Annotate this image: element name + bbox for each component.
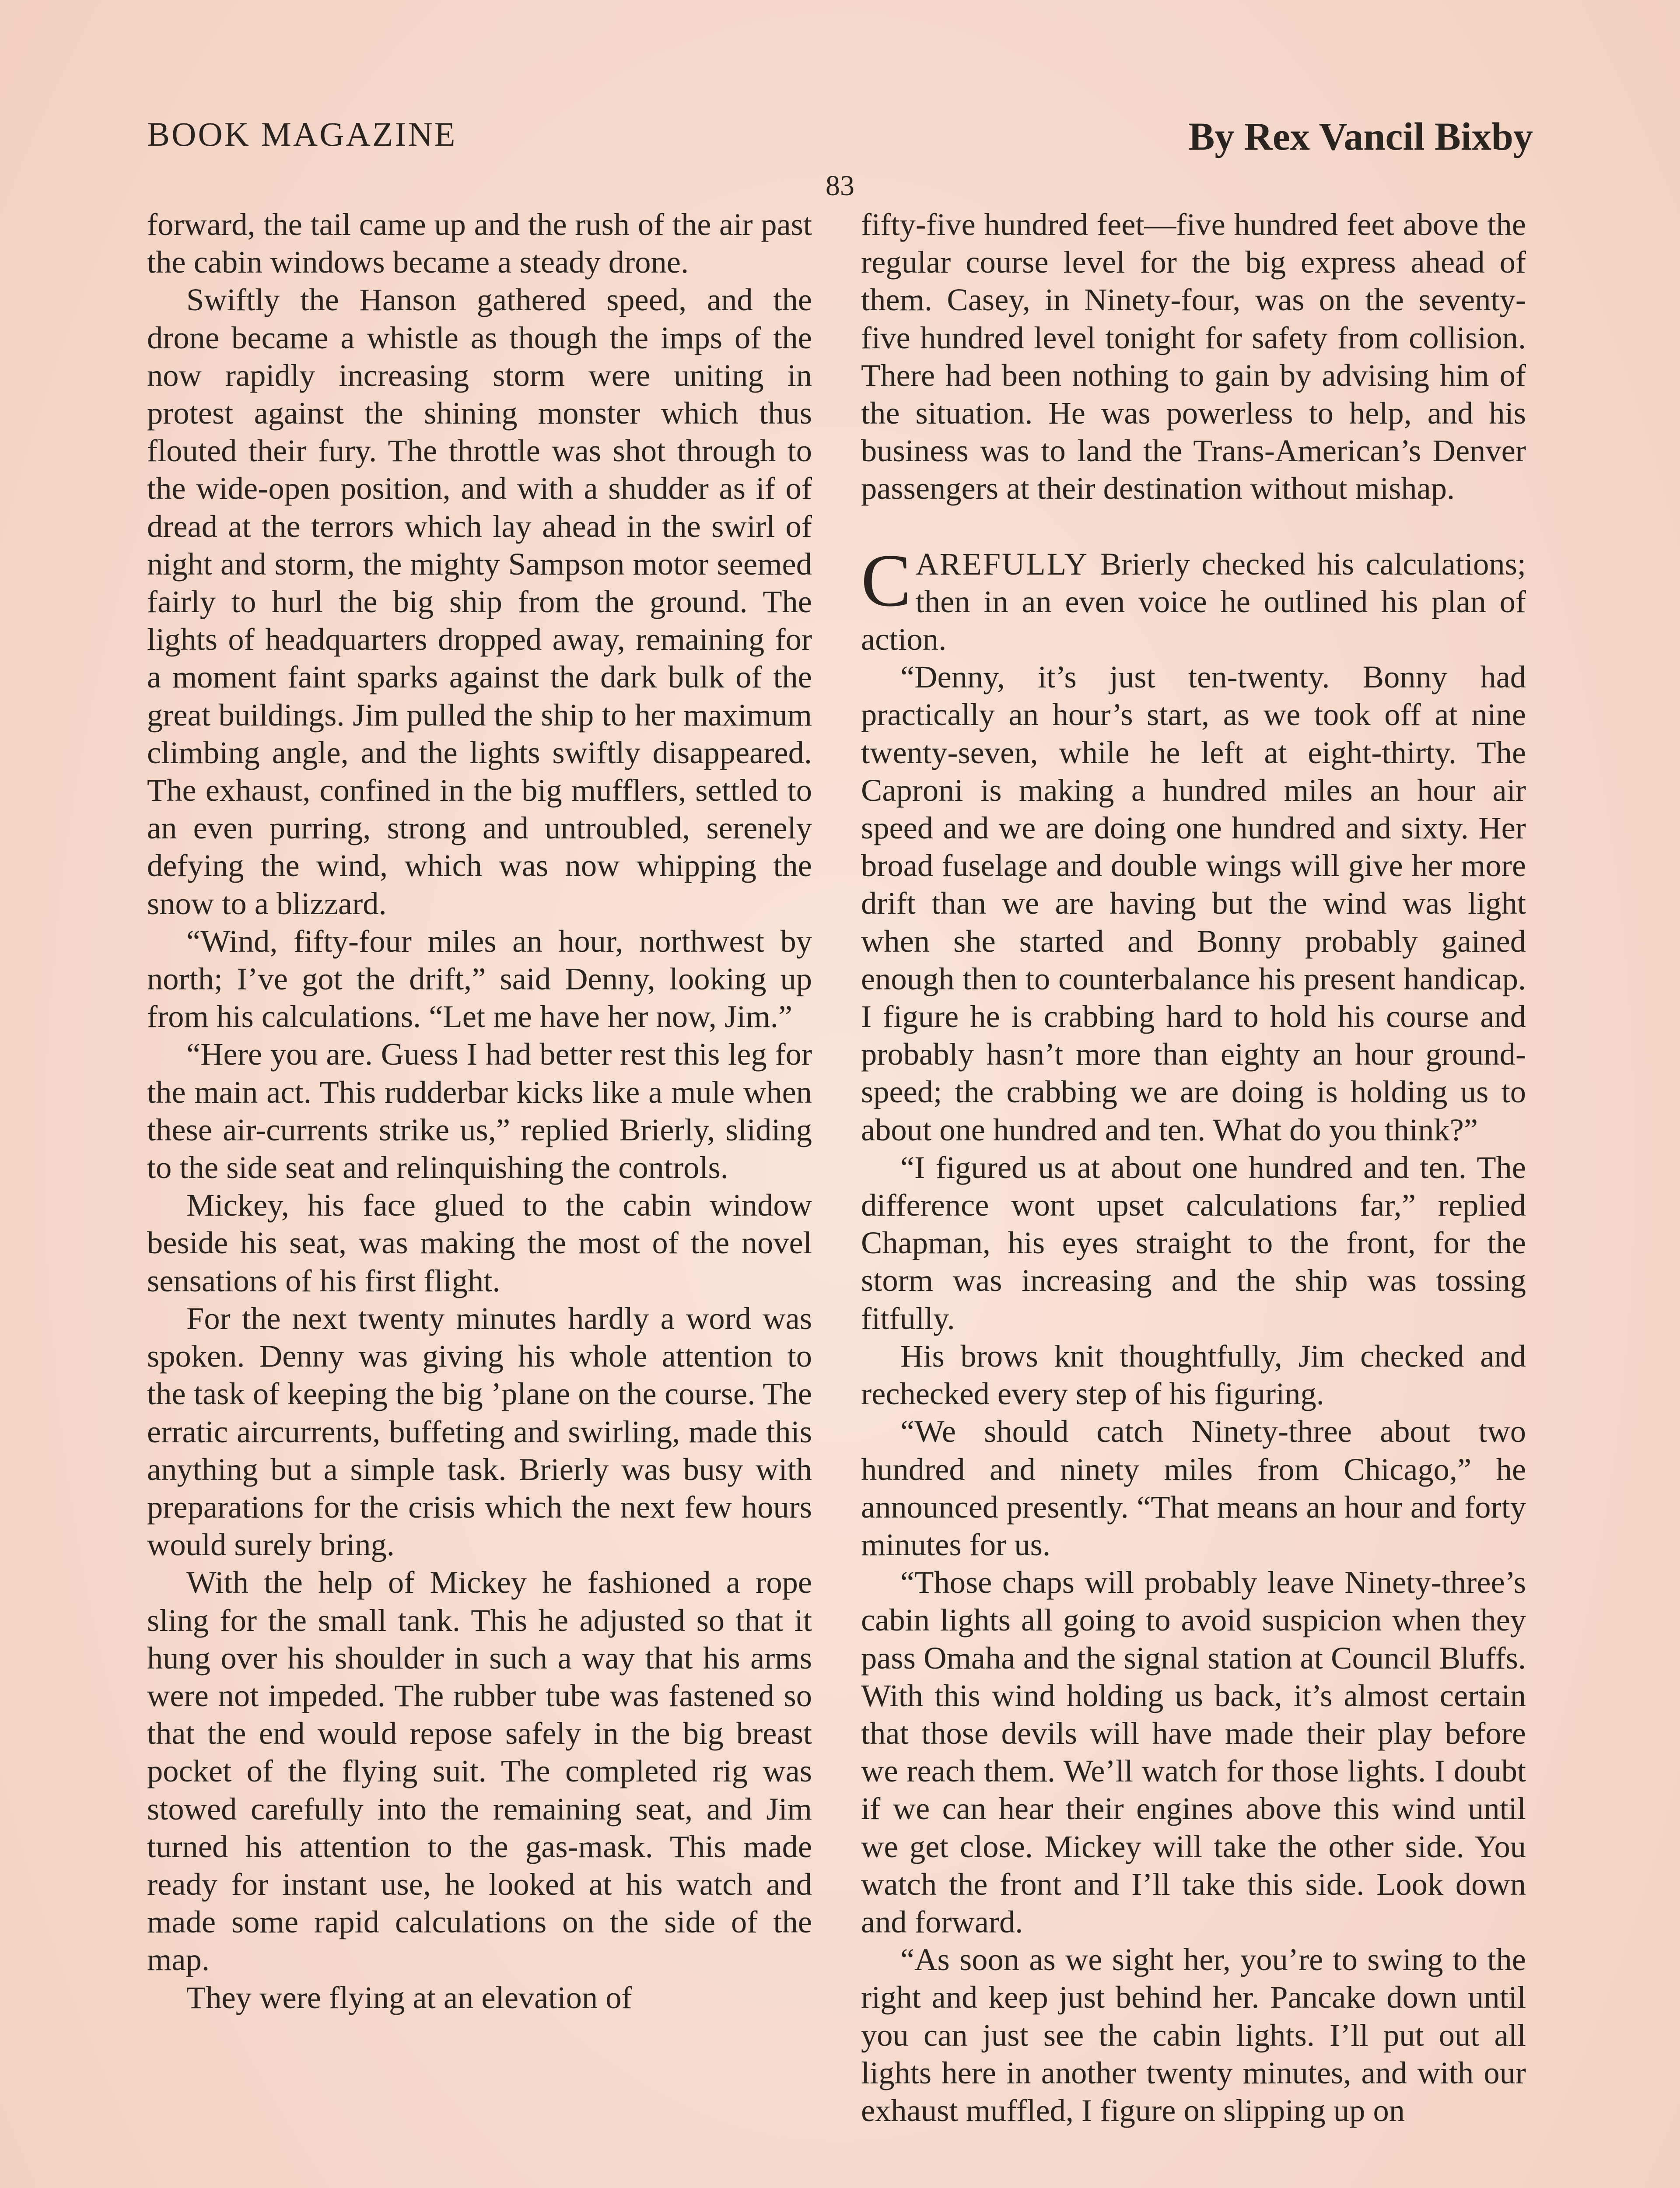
paragraph: For the next twenty minutes hardly a word was spoken. Denny was giving his whole attention to the task of keeping the big ’plane on the course. The erratic aircurrents, buffeting and swirling, made this anything but a simple task. Brierly was busy with preparations for the crisis which the next few hours would surely bring. bbox=[147, 1300, 812, 1563]
page-number: 83 bbox=[826, 170, 854, 202]
paragraph: They were flying at an elevation of bbox=[186, 1979, 632, 2015]
paragraph: Swiftly the Hanson gathered speed, and the drone became a whistle as though the imps of the now rapidly increasing storm were uniting in protest against the shining monster which thus flouted their fury. The throttle was shot through to the wide-open position, and with a shudder as if of dread at the terrors which lay ahead in the swirl of night and storm, the mighty Sampson motor seemed fairly to hurl the big ship from the ground. The lights of headquarters dropped away, remaining for a moment faint sparks against the dark bulk of the great buildings. Jim pulled the ship to her maximum climbing angle, and the lights swiftly disappeared. The exhaust, confined in the big mufflers, settled to an even purring, strong and untroubled, serenely defying the wind, which was now whipping the snow to a blizzard. bbox=[147, 282, 812, 921]
paragraph: Mickey, his face glued to the cabin window beside his seat, was making the most of the novel sensations of his first flight. bbox=[147, 1187, 812, 1298]
drop-cap: C bbox=[861, 539, 911, 622]
section-opening-paragraph bbox=[861, 539, 1526, 659]
left-column bbox=[147, 206, 812, 2016]
small-caps-word: AREFULLY bbox=[915, 546, 1089, 582]
paragraph-text: Brierly checked his calculations; then in an even voice he outlined his plan of action. bbox=[861, 546, 1526, 657]
right-column bbox=[861, 206, 1526, 2129]
paragraph: forward, the tail came up and the rush of the air past the cabin windows became a steady drone. bbox=[147, 207, 812, 280]
paragraph: “Denny, it’s just ten-twenty. Bonny had practically an hour’s start, as we took off at nine twenty-seven, while he left at eight-thirty. The Caproni is making a hundred miles an hour air speed and we are doing one hundred and sixty. Her broad fuselage and double wings will give her more drift than we are having but the wind was light when she started and Bonny probably gained enough then to counterbalance his present handicap. I figure he is crabbing hard to hold his course and probably hasn’t more than eighty an hour ground-speed; the crabbing we are doing is holding us to about one hundred and ten. What do you think?” bbox=[861, 659, 1526, 1147]
author-byline: By Rex Vancil Bixby bbox=[1188, 115, 1533, 158]
paragraph: His brows knit thoughtfully, Jim checked and rechecked every step of his figuring. bbox=[861, 1338, 1526, 1412]
paragraph: “Those chaps will probably leave Ninety-three’s cabin lights all going to avoid suspicion when they pass Omaha and the signal station at Council Bluffs. With this wind holding us back, it’s almost certain that those devils will have made their play before we reach them. We’ll watch for those lights. I doubt if we can hear their engines above this wind until we get close. Mickey will take the other side. You watch the front and I’ll take this side. Look down and forward. bbox=[861, 1564, 1526, 1939]
paragraph: “Wind, fifty-four miles an hour, northwest by north; I’ve got the drift,” said Denny, looking up from his calculations. “Let me have her now, Jim.” bbox=[147, 923, 812, 1034]
publication-title: BOOK MAGAZINE bbox=[147, 115, 457, 153]
paragraph: “We should catch Ninety-three about two hundred and ninety miles from Chicago,” he announced presently. “That means an hour and forty minutes for us. bbox=[861, 1413, 1526, 1562]
paragraph: “Here you are. Guess I had better rest this leg for the main act. This rudderbar kicks like a mule when these air-currents strike us,” replied Brierly, sliding to the side seat and relinquishing the controls. bbox=[147, 1036, 812, 1185]
paragraph: “As soon as we sight her, you’re to swing to the right and keep just behind her. Pancake down until you can just see the cabin lights. I’ll put out all lights here in another twenty minutes, and with our exhaust muffled, I figure on slipping up on bbox=[861, 1942, 1526, 2128]
paragraph: fifty-five hundred feet—five hundred feet above the regular course level for the big express ahead of them. Casey, in Ninety-four, was on the seventy-five hundred level tonight for safety from collision. There had been nothing to gain by advising him of the situation. He was powerless to help, and his business was to land the Trans-American’s Denver passengers at their destination without mishap. bbox=[861, 207, 1526, 506]
paragraph: “I figured us at about one hundred and ten. The difference wont upset calculations far,” replied Chapman, his eyes straight to the front, for the storm was increasing and the ship was tossing fitfully. bbox=[861, 1149, 1526, 1336]
paragraph: With the help of Mickey he fashioned a rope sling for the small tank. This he adjusted so that it hung over his shoulder in such a way that his arms were not impeded. The rubber tube was fastened so that the end would repose safely in the big breast pocket of the flying suit. The completed rig was stowed carefully into the remaining seat, and Jim turned his attention to the gas-mask. This made ready for instant use, he looked at his watch and made some rapid calculations on the side of the map. bbox=[147, 1564, 812, 1978]
